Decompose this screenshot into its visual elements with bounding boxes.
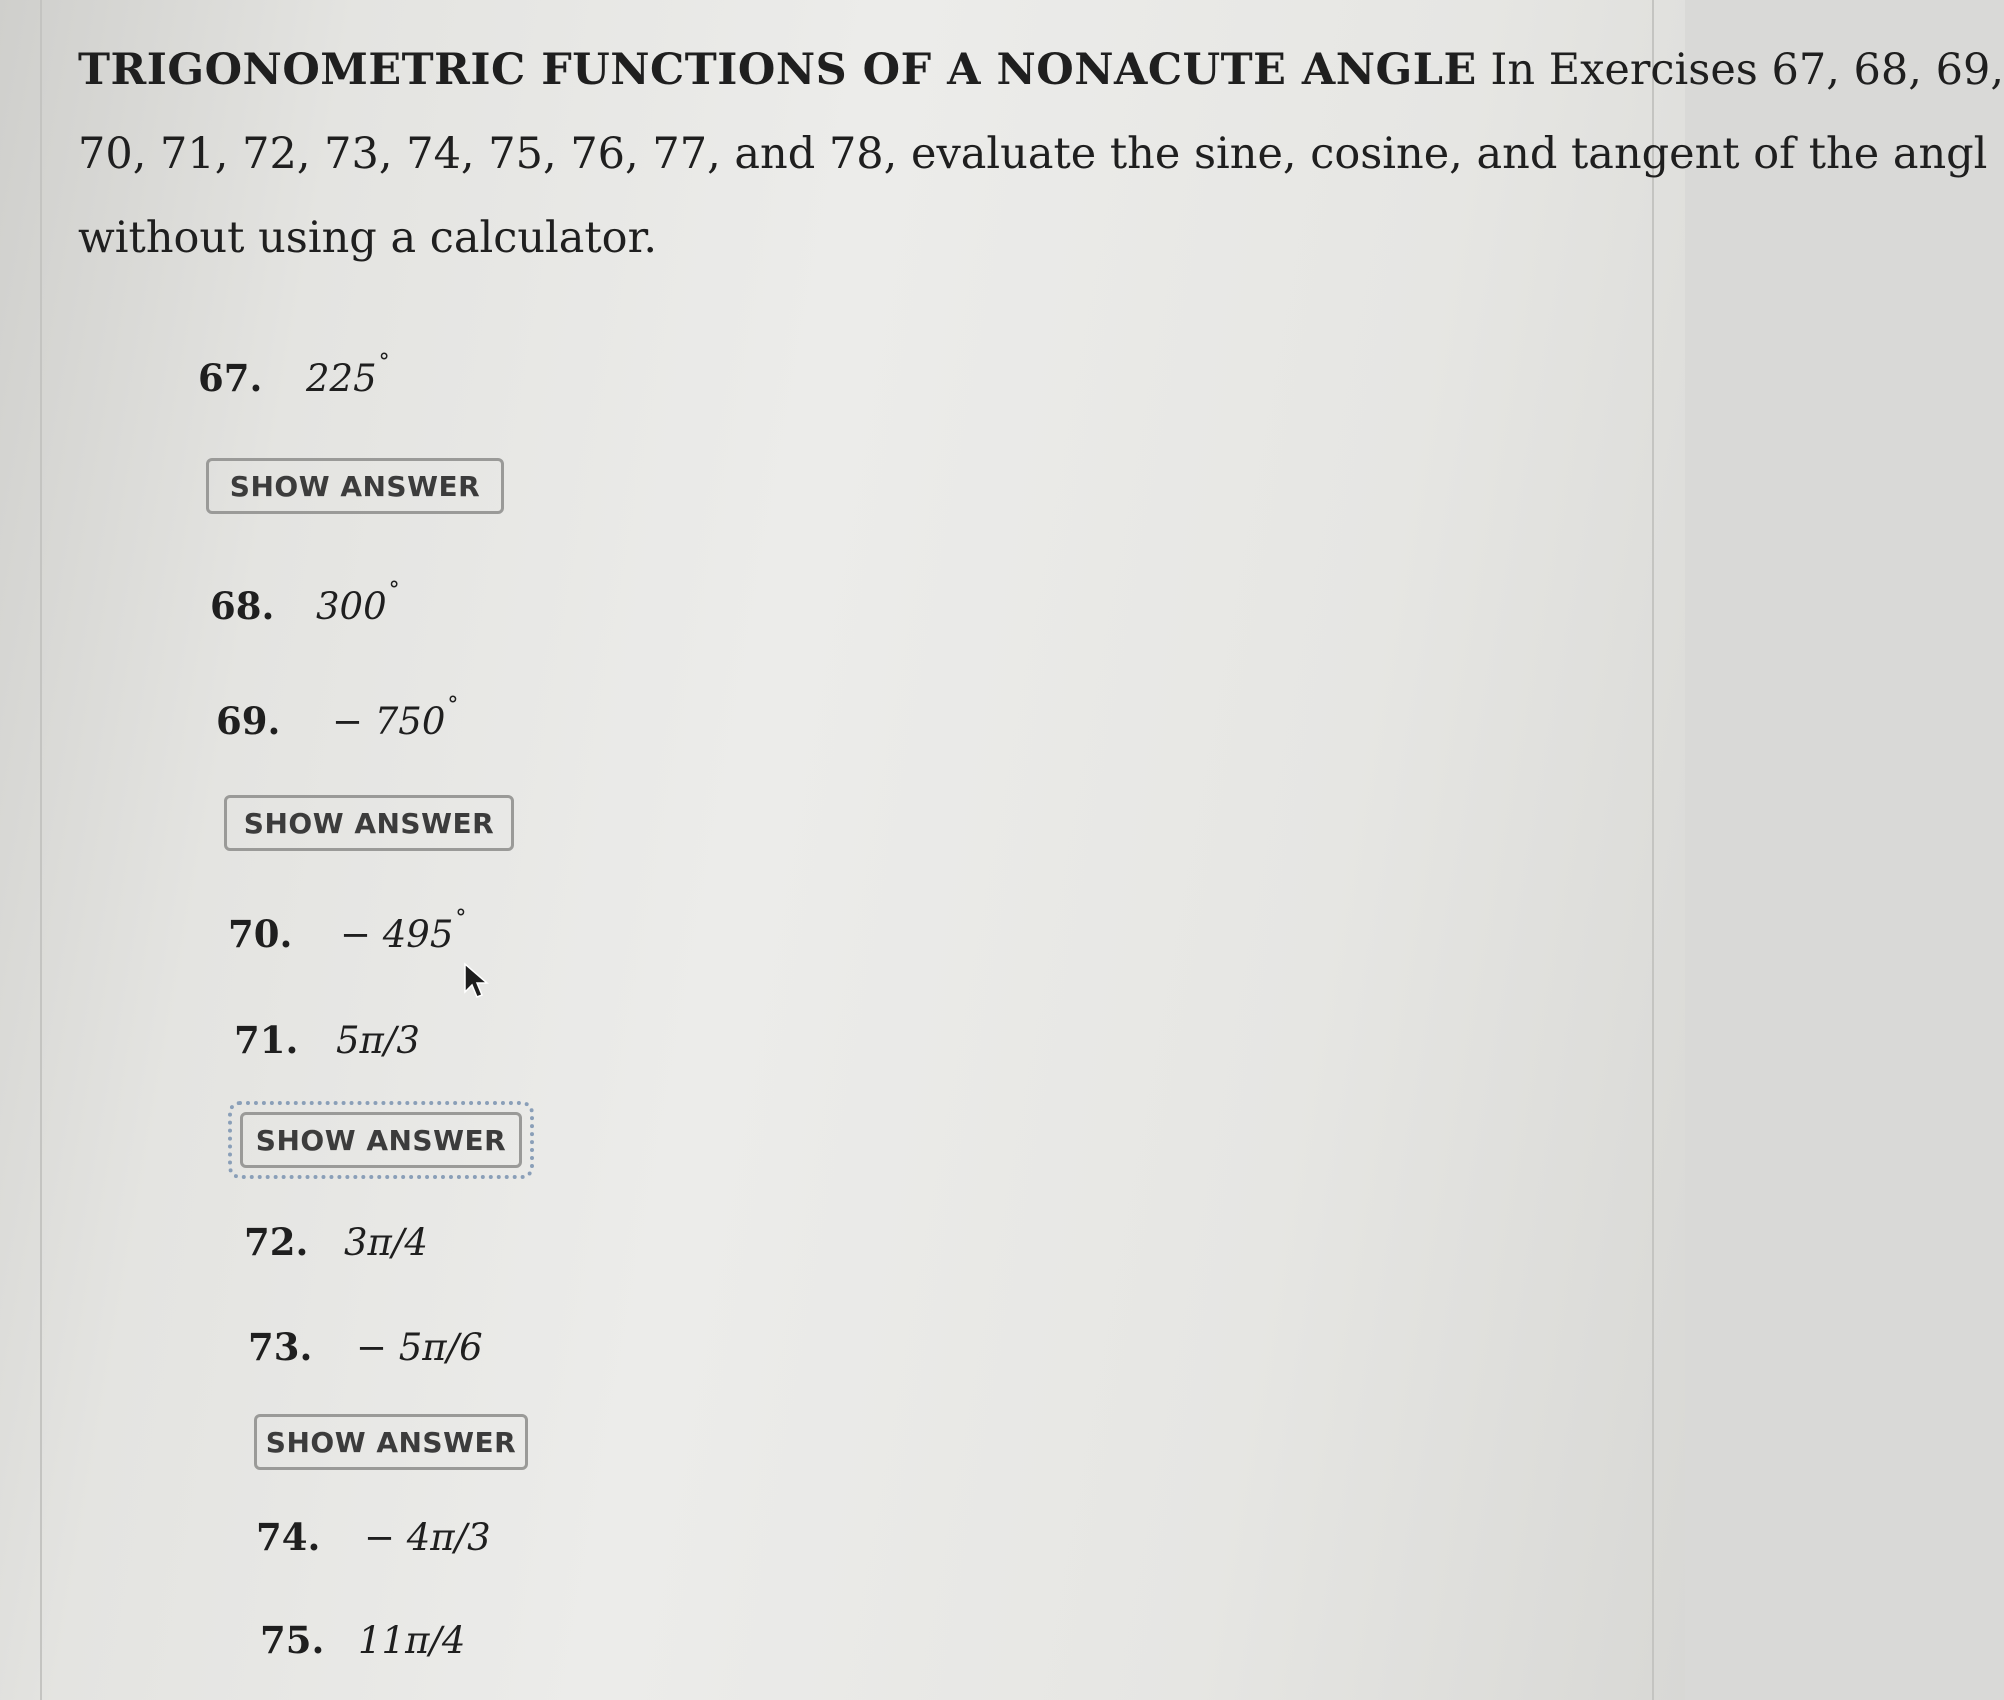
exercise-70 <box>228 906 466 956</box>
exercise-angle: 11π/4 <box>358 1619 466 1662</box>
exercise-74 <box>256 1515 491 1559</box>
exercise-instructions <box>78 28 2004 280</box>
exercise-68 <box>210 578 400 628</box>
exercise-angle: 5π/3 <box>336 1019 420 1062</box>
exercise-number: 73. <box>248 1325 313 1369</box>
degree-symbol: ° <box>447 693 459 718</box>
exercise-angle: 225° <box>306 350 390 400</box>
exercise-angle: − 750° <box>332 693 459 743</box>
show-answer-button-71[interactable]: SHOW ANSWER <box>240 1112 522 1168</box>
exercise-72 <box>244 1220 428 1264</box>
instructions-text-1: In Exercises 67, 68, 69, <box>1490 45 2004 95</box>
mouse-pointer-icon <box>462 962 492 1002</box>
instructions-line-2: 70, 71, 72, 73, 74, 75, 76, 77, and 78, evaluate the sine, cosine, and tangent of the angl <box>78 129 1988 179</box>
exercise-number: 70. <box>228 912 293 956</box>
exercise-angle: 3π/4 <box>344 1221 428 1264</box>
exercise-angle: − 4π/3 <box>364 1516 491 1559</box>
degree-symbol: ° <box>378 350 390 375</box>
exercise-angle: 300° <box>316 578 400 628</box>
exercise-number: 68. <box>210 584 275 628</box>
section-title: TRIGONOMETRIC FUNCTIONS OF A NONACUTE ANGLE <box>78 45 1477 95</box>
exercise-angle: − 495° <box>340 906 467 956</box>
exercise-number: 69. <box>216 699 281 743</box>
exercise-69 <box>216 693 458 743</box>
exercise-number: 75. <box>260 1618 325 1662</box>
degree-symbol: ° <box>455 906 467 931</box>
exercise-75 <box>260 1618 465 1662</box>
show-answer-button-69[interactable]: SHOW ANSWER <box>224 795 514 851</box>
exercise-number: 67. <box>198 356 263 400</box>
exercise-number: 72. <box>244 1220 309 1264</box>
exercise-67 <box>198 350 390 400</box>
instructions-line-1 <box>78 28 2004 112</box>
exercise-73 <box>248 1325 483 1369</box>
instructions-line-3: without using a calculator. <box>78 213 658 263</box>
exercise-number: 71. <box>234 1018 299 1062</box>
exercise-71 <box>234 1018 420 1062</box>
exercise-angle: − 5π/6 <box>356 1326 483 1369</box>
show-answer-button-73[interactable]: SHOW ANSWER <box>254 1414 528 1470</box>
show-answer-button-67[interactable]: SHOW ANSWER <box>206 458 504 514</box>
exercise-number: 74. <box>256 1515 321 1559</box>
degree-symbol: ° <box>388 578 400 603</box>
